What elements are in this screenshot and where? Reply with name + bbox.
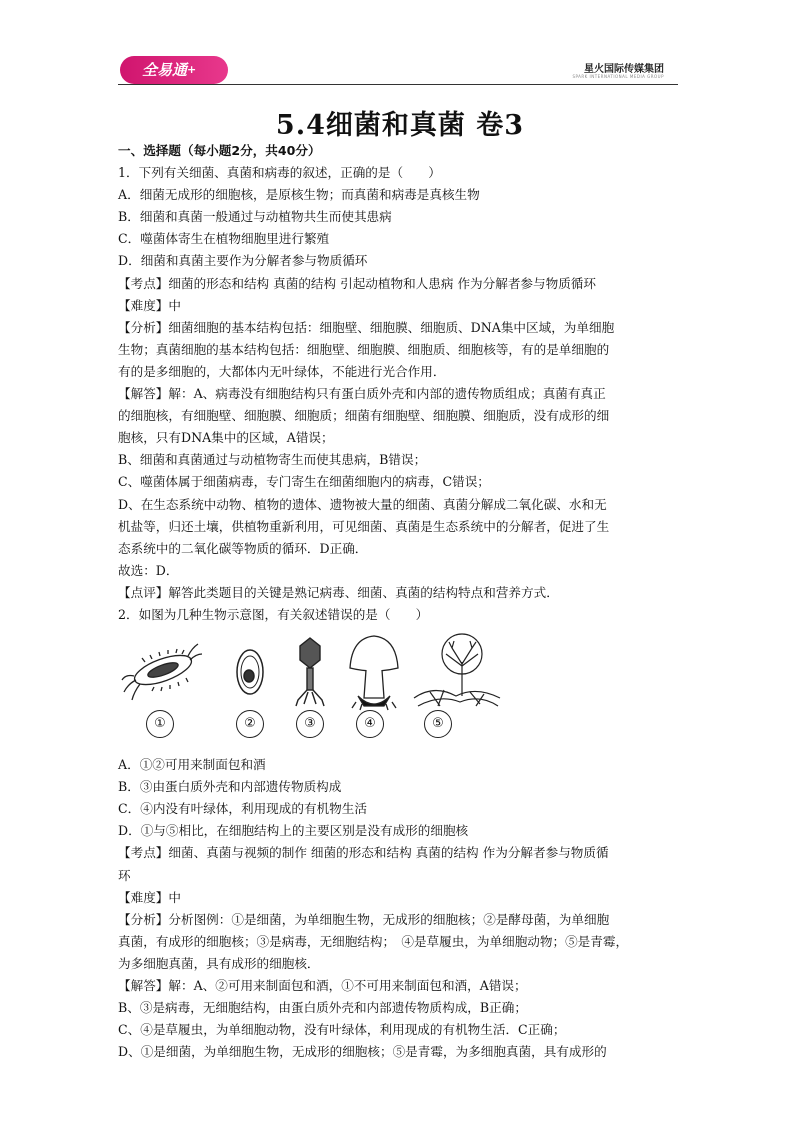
bacterium-illustration xyxy=(120,632,206,708)
q1-kaodian: 【考点】细菌的形态和结构 真菌的结构 引起动植物和人患病 作为分解者参与物质循环 xyxy=(118,275,596,291)
figure-label-3: ③ xyxy=(296,710,324,738)
q1-option-b: B．细菌和真菌一般通过与动植物共生而使其患病 xyxy=(118,209,392,225)
logo-text: 全易通 xyxy=(142,61,188,79)
figure-label-5: ⑤ xyxy=(424,710,452,738)
q1-jieda-d-line: D、在生态系统中动物、植物的遗体、遗物被大量的细菌、真菌分解成二氧化碳、水和无 xyxy=(118,496,607,512)
q2-kaodian-line: 环 xyxy=(118,867,131,883)
q2-jieda-a: 【解答】解：A、②可用来制面包和酒，①不可用来制面包和酒，A错误； xyxy=(118,978,527,993)
q2-fenxi-line: 为多细胞真菌，具有成形的细胞核． xyxy=(118,955,320,971)
q1-option-c: C．噬菌体寄生在植物细胞里进行繁殖 xyxy=(118,231,330,247)
mushroom-illustration xyxy=(344,632,404,712)
figure-label-4: ④ xyxy=(356,710,384,738)
publisher-name: 星火国际传媒集团 xyxy=(584,64,664,75)
page-title: 5.4细菌和真菌 卷3 xyxy=(275,110,525,141)
q1-jieda-line: 胞核，只有DNA集中的区域，A错误； xyxy=(118,430,334,446)
q2-fenxi-line: 真菌，有成形的细胞核；③是病毒，无细胞结构； ④是草履虫，为单细胞动物；⑤是青霉， xyxy=(118,933,629,949)
q1-jieda-d-line: 机盐等，归还土壤，供植物重新利用，可见细菌、真菌是生态系统中的分解者，促进了生 xyxy=(118,518,610,534)
q1-jieda-line: 【解答】解：A、病毒没有细胞结构只有蛋白质外壳和内部的遗传物质组成；真菌有真正 xyxy=(118,386,606,402)
q1-fenxi-line: 有的是多细胞的，大都体内无叶绿体，不能进行光合作用． xyxy=(118,363,446,379)
logo-plus: + xyxy=(187,63,197,76)
figure-label-1: ① xyxy=(146,710,174,738)
q2-kaodian-line: 【考点】细菌、真菌与视频的制作 细菌的形态和结构 真菌的结构 作为分解者参与物质循 xyxy=(118,845,609,861)
q2-stem: 2．如图为几种生物示意图，有关叙述错误的是（ ） xyxy=(118,606,429,622)
q1-jieda-d-line: 态系统中的二氧化碳等物质的循环．D正确． xyxy=(118,540,368,556)
q2-option-a: A．①②可用来制面包和酒 xyxy=(118,757,266,773)
document-body xyxy=(118,140,680,1063)
q2-option-d: D．①与⑤相比，在细胞结构上的主要区别是没有成形的细胞核 xyxy=(118,823,469,839)
q1-nandu: 【难度】中 xyxy=(118,297,181,313)
q1-option-a: A．细菌无成形的细胞核，是原核生物；而真菌和病毒是真核生物 xyxy=(118,187,480,203)
brand-logo xyxy=(120,56,228,84)
q1-fenxi-line: 【分析】细菌细胞的基本结构包括：细胞壁、细胞膜、细胞质、DNA集中区域，为单细胞 xyxy=(118,319,615,335)
q2-option-b: B．③由蛋白质外壳和内部遗传物质构成 xyxy=(118,779,342,795)
q1-dianping: 【点评】解答此类题目的关键是熟记病毒、细菌、真菌的结构特点和营养方式． xyxy=(118,584,559,600)
header-rule xyxy=(118,84,678,85)
page-header xyxy=(118,56,678,86)
q1-fenxi-line: 生物；真菌细胞的基本结构包括：细胞壁、细胞膜、细胞质、细胞核等，有的是单细胞的 xyxy=(118,341,610,357)
q2-fenxi-line: 【分析】分析图例：①是细菌，为单细胞生物，无成形的细胞核；②是酵母菌，为单细胞 xyxy=(118,911,610,927)
q2-jieda-c: C、④是草履虫，为单细胞动物，没有叶绿体，利用现成的有机物生活．C正确； xyxy=(118,1022,566,1038)
q1-answer: 故选：D． xyxy=(118,562,179,578)
q1-jieda-line: 的细胞核，有细胞壁、细胞膜、细胞质；细菌有细胞壁、细胞膜、细胞质，没有成形的细 xyxy=(118,408,610,424)
section-heading: 一、选择题（每小题2分，共40分） xyxy=(118,143,321,158)
q1-jieda-b: B、细菌和真菌通过与动植物寄生而使其患病，B错误； xyxy=(118,452,427,468)
q2-jieda-b: B、③是病毒，无细胞结构，由蛋白质外壳和内部遗传物质构成，B正确； xyxy=(118,1000,527,1016)
q2-nandu: 【难度】中 xyxy=(118,889,181,905)
q2-option-c: C．④内没有叶绿体，利用现成的有机物生活 xyxy=(118,801,367,817)
organisms-figure xyxy=(118,632,680,750)
yeast-illustration xyxy=(230,632,270,708)
q1-stem: 1．下列有关细菌、真菌和病毒的叙述，正确的是（ ） xyxy=(118,165,441,181)
q2-jieda-d: D、①是细菌，为单细胞生物，无成形的细胞核；⑤是青霉，为多细胞真菌，具有成形的 xyxy=(118,1044,607,1060)
publisher-subtitle: SPARK INTERNATIONAL MEDIA GROUP xyxy=(572,74,664,79)
q1-option-d: D．细菌和真菌主要作为分解者参与物质循环 xyxy=(118,253,368,269)
q1-jieda-c: C、噬菌体属于细菌病毒，专门寄生在细菌细胞内的病毒，C错误； xyxy=(118,474,490,490)
penicillium-illustration xyxy=(410,632,502,710)
figure-label-2: ② xyxy=(236,710,264,738)
bacteriophage-illustration xyxy=(292,632,328,708)
